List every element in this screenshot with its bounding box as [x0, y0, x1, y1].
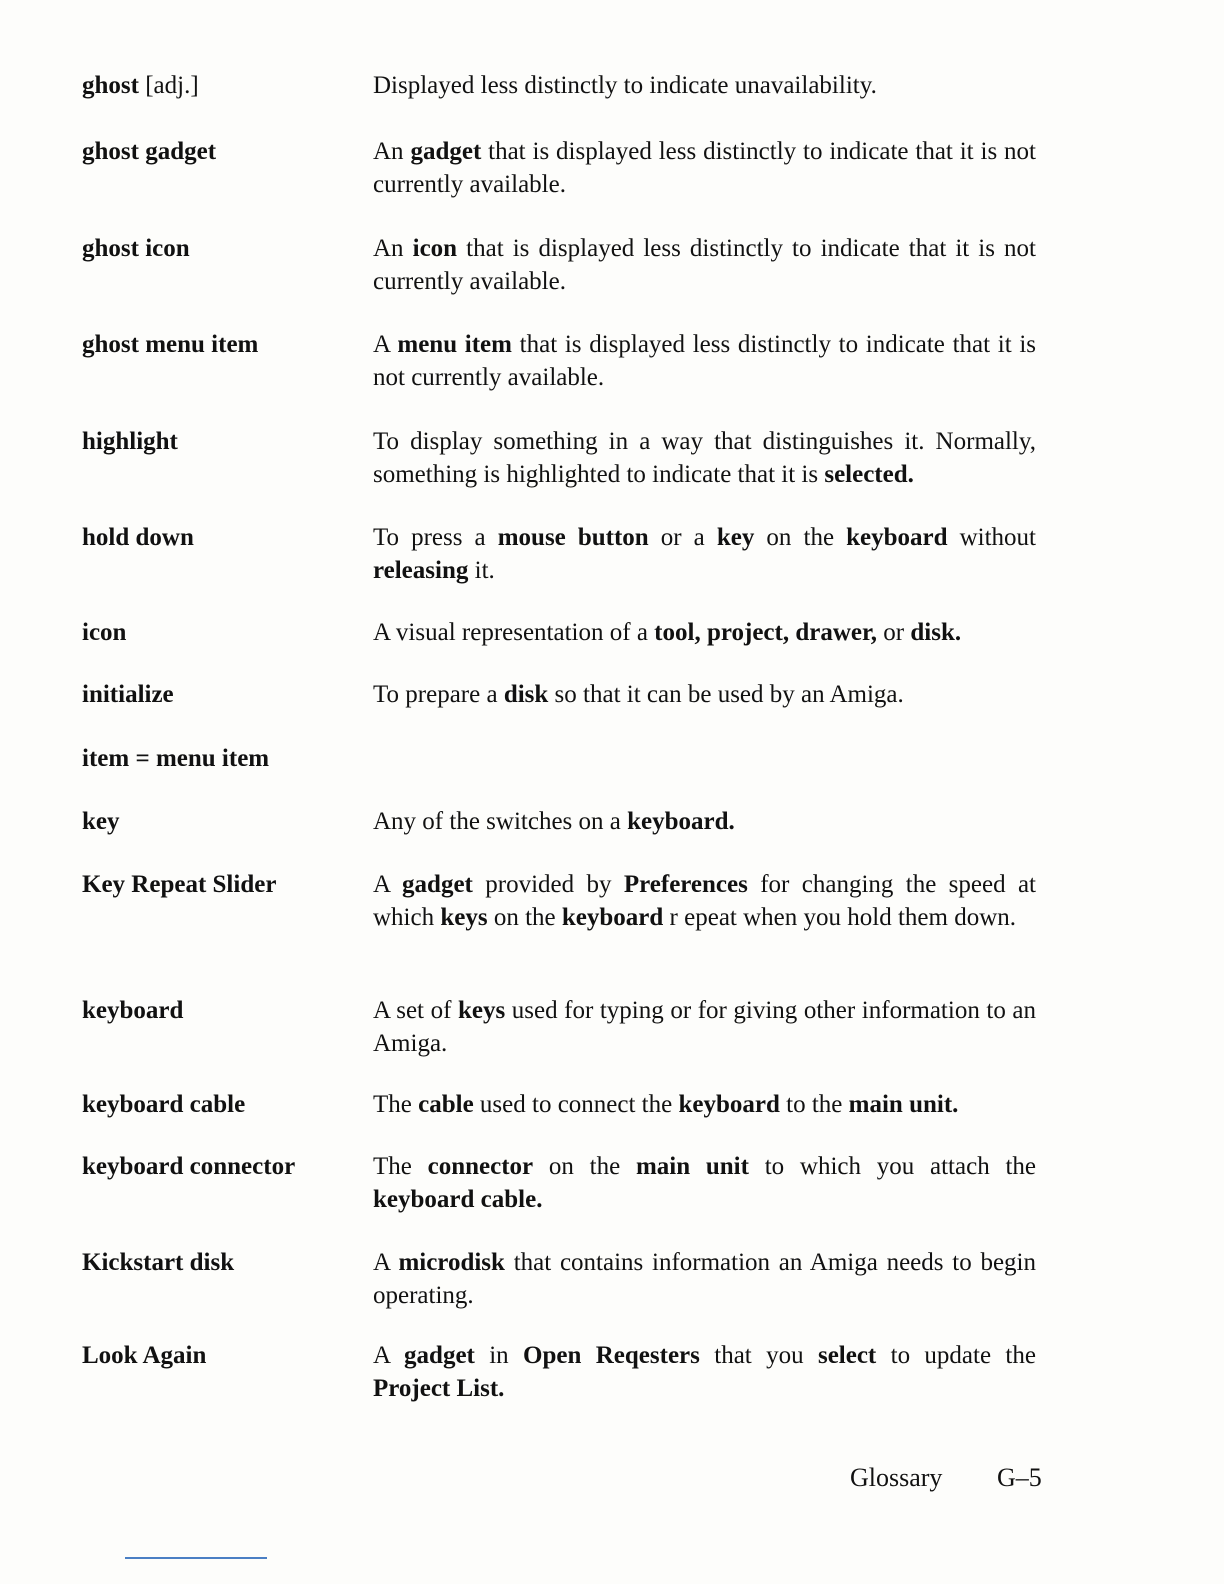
definition-text: on the [487, 903, 562, 931]
definition-text: To prepare a [373, 681, 504, 708]
entry-definition [373, 617, 1036, 650]
definition-text: or [877, 619, 911, 646]
definition-emphasis: keyboard [561, 903, 664, 931]
definition-text: used to connect the [473, 1091, 679, 1118]
entry-definition [373, 1247, 1036, 1312]
definition-emphasis: main unit [635, 1153, 749, 1180]
definition-emphasis: key [716, 524, 755, 551]
definition-text: A [373, 331, 398, 358]
entry-definition [373, 679, 1036, 712]
entry-term: highlight [82, 428, 178, 455]
definition-text: used for typing or for giving other information to an Amiga. [373, 997, 1036, 1057]
definition-text: in [474, 1342, 524, 1369]
definition-emphasis: gadget [404, 1342, 475, 1369]
definition-text: for changing the speed at which [373, 871, 1036, 931]
definition-emphasis: main unit. [848, 1091, 959, 1118]
entry-term: keyboard connector [82, 1153, 296, 1180]
entry-term: ghost gadget [82, 138, 217, 165]
entry-definition [373, 869, 1036, 934]
definition-text: without [947, 524, 1036, 551]
definition-emphasis: microdisk [398, 1249, 505, 1276]
definition-emphasis: tool, project, drawer, [654, 619, 878, 646]
definition-text: that is displayed less distinctly to indicate that it is not currently available. [373, 235, 1036, 295]
definition-text: on the [754, 524, 847, 551]
entry-definition [373, 1151, 1036, 1216]
divider [125, 1557, 267, 1559]
entry-term: initialize [82, 681, 174, 708]
entry-definition [373, 136, 1036, 201]
page-number: G–5 [997, 1463, 1042, 1492]
definition-emphasis: gadget [402, 871, 473, 898]
definition-emphasis: Preferences [623, 871, 748, 898]
entry-term: keyboard [82, 997, 184, 1024]
definition-text: The [373, 1153, 428, 1180]
definition-text: that is displayed less distinctly to indicate that it is not currently available. [373, 331, 1037, 391]
definition-emphasis: keyboard [678, 1091, 780, 1118]
definition-text: provided by [472, 871, 624, 898]
definition-text: The [373, 1091, 419, 1118]
entry-definition [373, 329, 1036, 394]
definition-emphasis: select [817, 1342, 877, 1369]
definition-text: r epeat when you hold them down. [663, 903, 1016, 931]
entry-term: ghost [adj.] [82, 72, 199, 99]
definition-text: A visual representation of a [373, 619, 655, 646]
definition-emphasis: Open Reqesters [523, 1342, 700, 1369]
entry-definition [373, 426, 1036, 491]
definition-text: An [373, 235, 413, 262]
definition-emphasis: disk [503, 681, 549, 708]
entry-definition [373, 522, 1036, 587]
definition-emphasis: gadget [410, 138, 482, 165]
definition-text: that contains information an Amiga needs to begin operating. [373, 1249, 1036, 1309]
definition-emphasis: releasing [373, 556, 469, 584]
definition-emphasis: selected. [824, 460, 914, 488]
entry-term: ghost menu item [82, 331, 259, 358]
entry-definition [373, 233, 1036, 298]
definition-text: Displayed less distinctly to indicate unavailability. [373, 72, 877, 99]
definition-emphasis: cable [418, 1091, 474, 1118]
definition-emphasis: keys [457, 997, 506, 1024]
definition-text: to the [779, 1091, 849, 1118]
entry-term: hold down [82, 524, 194, 551]
definition-text: on the [533, 1153, 636, 1180]
entry-term: Look Again [82, 1342, 207, 1369]
definition-text: or a [648, 524, 717, 551]
definition-text: An [373, 138, 411, 165]
entry-term: ghost icon [82, 235, 190, 262]
term-qualifier: [adj.] [145, 72, 199, 99]
entry-definition [373, 1089, 1036, 1122]
definition-text: A [373, 1249, 399, 1276]
entry-definition [373, 1340, 1036, 1405]
entry-definition [373, 995, 1036, 1060]
definition-emphasis: keyboard cable. [373, 1185, 543, 1213]
definition-text: to update the [876, 1342, 1036, 1369]
entry-definition [373, 806, 1036, 839]
definition-emphasis: menu item [397, 331, 512, 358]
definition-emphasis: keys [440, 903, 488, 931]
definition-emphasis: Project List. [373, 1374, 505, 1402]
definition-text: To display something in a way that distinguishes it. Normally, something is highlighted to indicate that it is [373, 428, 1036, 488]
definition-text: Any of the switches on a [373, 808, 628, 835]
definition-text: to which you attach the [748, 1153, 1036, 1180]
entry-term: item = menu item [82, 745, 270, 772]
definition-emphasis: icon [412, 235, 458, 262]
definition-emphasis: disk. [910, 619, 962, 646]
entry-term: Key Repeat Slider [82, 871, 277, 898]
definition-emphasis: keyboard. [627, 808, 735, 835]
definition-text: it. [468, 556, 495, 584]
definition-text: A [373, 871, 403, 898]
definition-text: so that it can be used by an Amiga. [548, 681, 904, 708]
footer-section-label: Glossary [850, 1463, 943, 1492]
definition-text: that is displayed less distinctly to indicate that it is not currently available. [373, 138, 1036, 198]
definition-text: A [373, 1342, 405, 1369]
definition-text: that you [699, 1342, 818, 1369]
definition-emphasis: connector [427, 1153, 534, 1180]
entry-term: keyboard cable [82, 1091, 246, 1118]
entry-term: icon [82, 619, 127, 646]
definition-emphasis: keyboard [846, 524, 948, 551]
entry-definition [373, 70, 1036, 103]
definition-text: To press a [373, 524, 498, 551]
definition-text: A set of [373, 997, 458, 1024]
entry-term: key [82, 808, 120, 835]
definition-emphasis: mouse button [497, 524, 649, 551]
entry-term: Kickstart disk [82, 1249, 235, 1276]
